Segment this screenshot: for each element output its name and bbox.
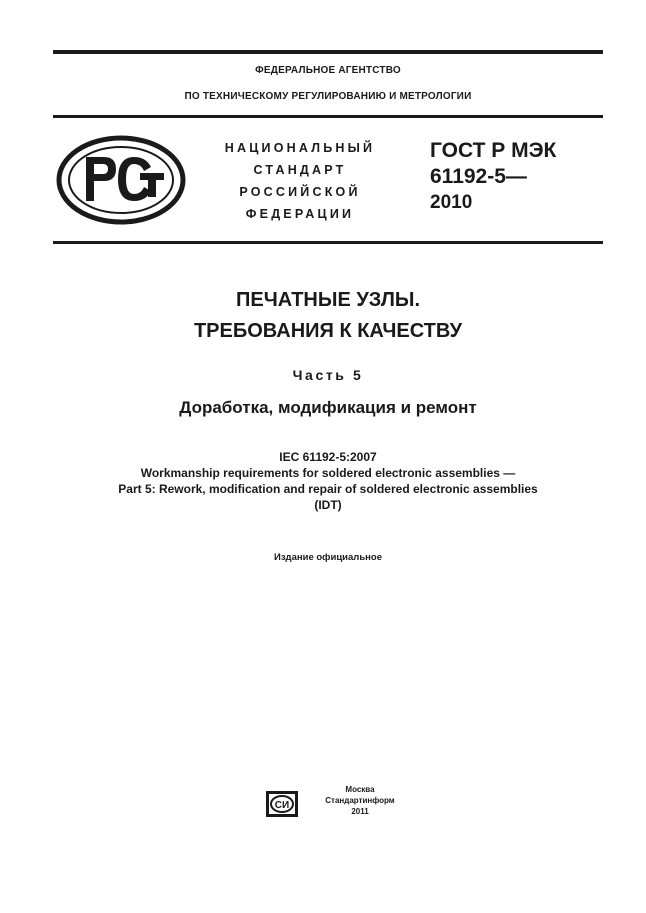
national-standard-block [200,137,400,225]
publisher-logo-text: СИ [274,800,290,811]
designation-line-2: 61192-5— [430,165,527,188]
header-rule [53,115,603,118]
publisher-info [305,784,415,817]
national-line-4: ФЕДЕРАЦИИ [245,207,355,221]
iec-line-4: (IDT) [314,498,342,512]
agency-line-2: ПО ТЕХНИЧЕСКОМУ РЕГУЛИРОВАНИЮ И МЕТРОЛОГИИ [184,91,472,102]
publisher-name: Стандартинформ [325,796,395,805]
designation-line-1: ГОСТ Р МЭК [430,139,557,162]
part-label: Часть 5 [292,367,364,383]
national-line-2: СТАНДАРТ [253,163,347,177]
top-rule [53,50,603,54]
title-line-2: ТРЕБОВАНИЯ К КАЧЕСТВУ [193,320,463,342]
iec-line-1: IEC 61192-5:2007 [279,450,377,464]
standartinform-logo-icon [265,790,299,818]
publisher-year: 2011 [351,807,369,816]
national-line-1: НАЦИОНАЛЬНЫЙ [224,141,376,155]
rst-emblem-icon [56,135,186,225]
document-subtitle: Доработка, модификация и ремонт [179,398,477,417]
standard-designation [430,138,556,216]
iec-line-2: Workmanship requirements for soldered electronic assemblies — [140,466,516,480]
iec-line-3: Part 5: Rework, modification and repair of soldered electronic assemblies [118,482,538,496]
iec-reference [53,449,603,513]
publisher-city: Москва [345,785,375,794]
title-line-1: ПЕЧАТНЫЕ УЗЛЫ. [236,289,420,311]
designation-line-3: 2010 [430,192,473,213]
edition-label: Издание официальное [274,552,382,563]
national-line-3: РОССИЙСКОЙ [239,185,361,199]
agency-line-1: ФЕДЕРАЛЬНОЕ АГЕНТСТВО [255,65,401,76]
title-rule [53,241,603,244]
document-title [53,285,603,347]
